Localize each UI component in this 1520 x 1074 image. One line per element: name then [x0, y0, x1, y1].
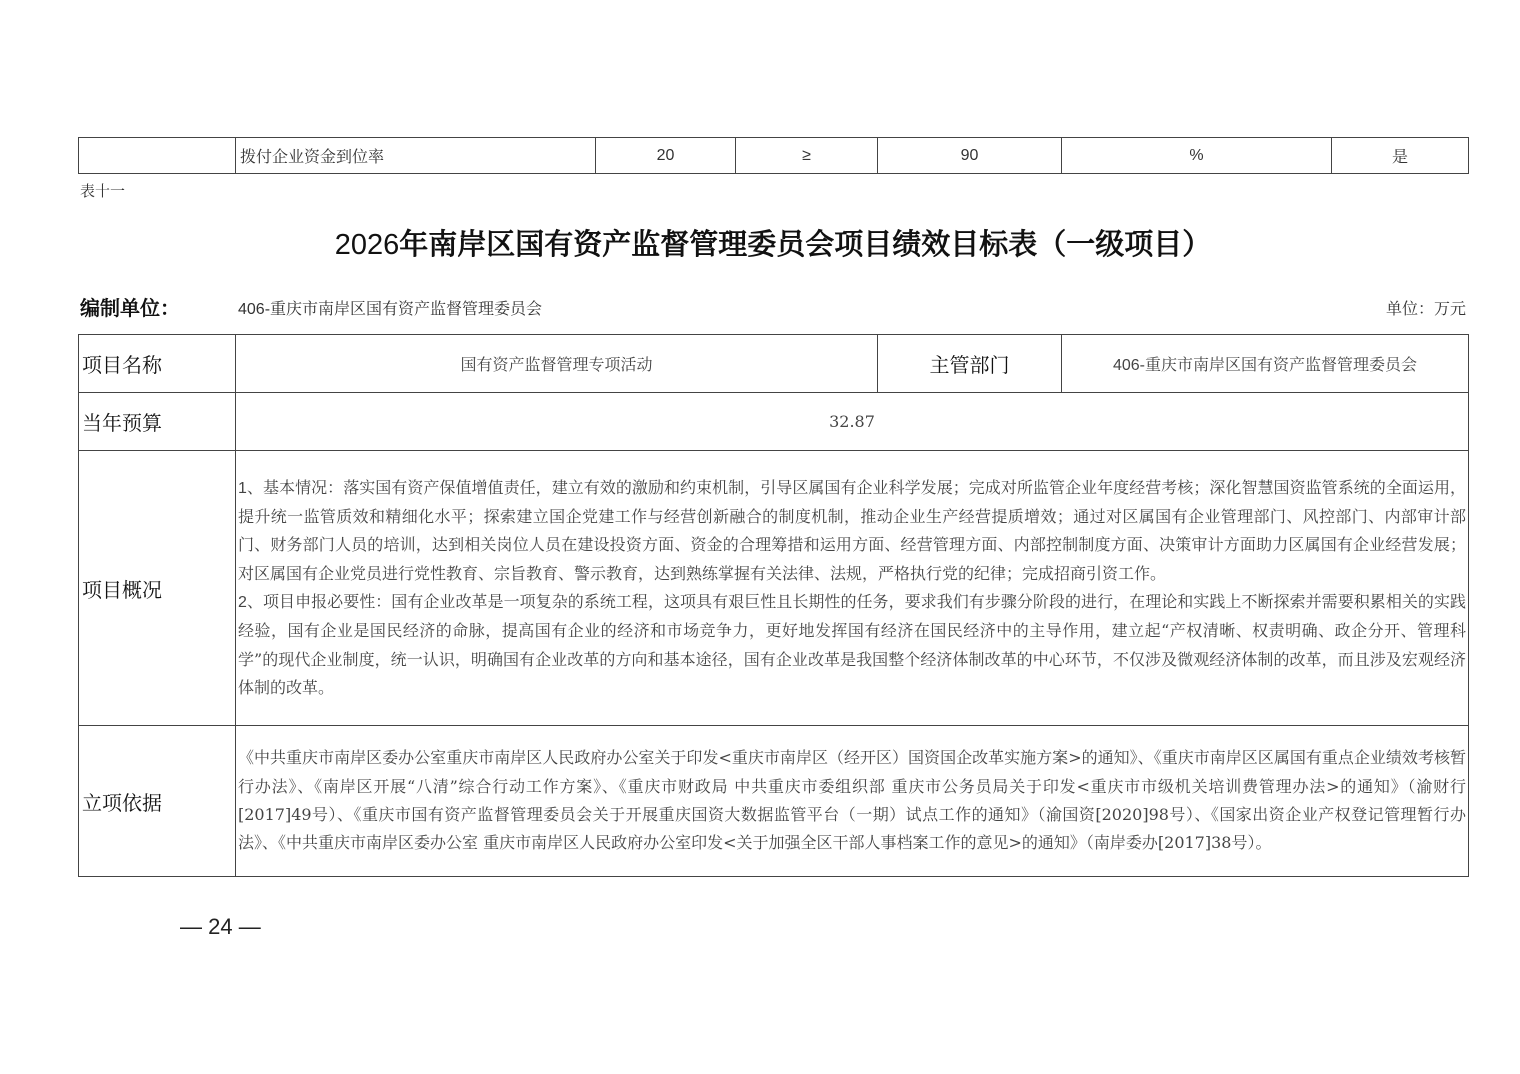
paragraph-number: 1	[238, 479, 247, 497]
table-row	[79, 335, 1469, 393]
page-title	[0, 222, 1520, 263]
money-unit: 单位：万元	[1385, 299, 1466, 318]
indicator-operator: ≥	[736, 138, 878, 174]
indicator-weight: 20	[596, 138, 736, 174]
table-row	[79, 393, 1469, 451]
compiler-label: 编制单位：	[80, 296, 180, 320]
basis-text: 《中共重庆市南岸区委办公室重庆市南岸区人民政府办公室关于印发<重庆市南岸区（经开区）国资国企改革实施方案>的通知》、《重庆市南岸区区属国有重点企业绩效考核暂行办法》、《南岸区开展“八清”综合行动工作方案》、《重庆市财政局 中共重庆市委组织部 重庆市公务员局关于印发<重庆市市级机关培训费管理办法>的通知》（渝财行[2017]49号）、《重庆市国有资产监督管理委员会关于开展重庆国资大数据监管平台（一期）试点工作的通知》（渝国资[2020]98号）、《国家出资企业产权登记管理暂行办法》、《中共重庆市南岸区委办公室 重庆市南岸区人民政府办公室印发<关于加强全区干部人事档案工作的意见>的通知》（南岸委办[2017]38号）。	[236, 726, 1469, 877]
title-text: 年南岸区国有资产监督管理委员会项目绩效目标表（一级项目）	[399, 229, 1212, 261]
page-number: — 24 —	[180, 914, 261, 939]
dept-value	[1062, 335, 1469, 393]
table-row	[79, 726, 1469, 877]
title-year: 2026	[334, 229, 400, 261]
table-row	[79, 451, 1469, 726]
dept-label: 主管部门	[878, 335, 1062, 393]
budget-label: 当年预算	[79, 393, 236, 451]
dept-code: 406-	[1112, 357, 1145, 374]
dept-name: 重庆市南岸区国有资产监督管理委员会	[1145, 355, 1418, 374]
paragraph-text: 、项目申报必要性：国有企业改革是一项复杂的系统工程，这项具有艰巨性且长期性的任务，要求我们有步骤分阶段的进行，在理论和实践上不断探索并需要积累相关的实践经验，国有企业是国民经济的命脉，提高国有企业的经济和市场竞争力，更好地发挥国有经济在国民经济中的主导作用，建立起“产权清晰、权责明确、政企分开、管理科学”的现代企业制度，统一认识，明确国有企业改革的方向和基本途径，国有企业改革是我国整个经济体制改革的中心环节，不仅涉及微观经济体制的改革，而且涉及宏观经济体制的改革。	[238, 592, 1466, 697]
project-name-value: 国有资产监督管理专项活动	[236, 335, 878, 393]
project-name-label: 项目名称	[79, 335, 236, 393]
indicator-name: 拨付企业资金到位率	[236, 138, 596, 174]
indicator-core: 是	[1332, 138, 1469, 174]
indicator-unit: %	[1062, 138, 1332, 174]
paragraph-number: 2	[238, 594, 247, 611]
indicator-target: 90	[878, 138, 1062, 174]
overview-label: 项目概况	[79, 451, 236, 726]
table-row	[79, 138, 1469, 174]
basis-label: 立项依据	[79, 726, 236, 877]
compiler-name: 重庆市南岸区国有资产监督管理委员会	[270, 299, 543, 318]
overview-paragraph-2	[238, 588, 1466, 702]
overview-text	[236, 451, 1469, 726]
empty-cell	[79, 138, 236, 174]
budget-value: 32.87	[236, 393, 1469, 451]
paragraph-text: 、基本情况：落实国有资产保值增值责任，建立有效的激励和约束机制，引导区属国有企业科学发展；完成对所监管企业年度经营考核；深化智慧国资监管系统的全面运用，提升统一监管质效和精细化水平；探索建立国企党建工作与经营创新融合的制度机制，推动企业生产经营提质增效；通过对区属国有企业管理部门、风控部门、内部审计部门、财务部门人员的培训，达到相关岗位人员在建设投资方面、资金的合理筹措和运用方面、经营管理方面、内部控制制度方面、决策审计方面助力区属国有企业经营发展；对区属国有企业党员进行党性教育、宗旨教育、警示教育，达到熟练掌握有关法律、法规，严格执行党的纪律；完成招商引资工作。	[238, 477, 1466, 583]
compiler-value	[238, 296, 542, 319]
overview-paragraph-1	[238, 474, 1466, 588]
continuation-table	[78, 137, 1469, 174]
compiler-code: 406-	[238, 301, 271, 318]
table-label: 表十一	[80, 182, 126, 200]
project-table	[78, 334, 1469, 877]
